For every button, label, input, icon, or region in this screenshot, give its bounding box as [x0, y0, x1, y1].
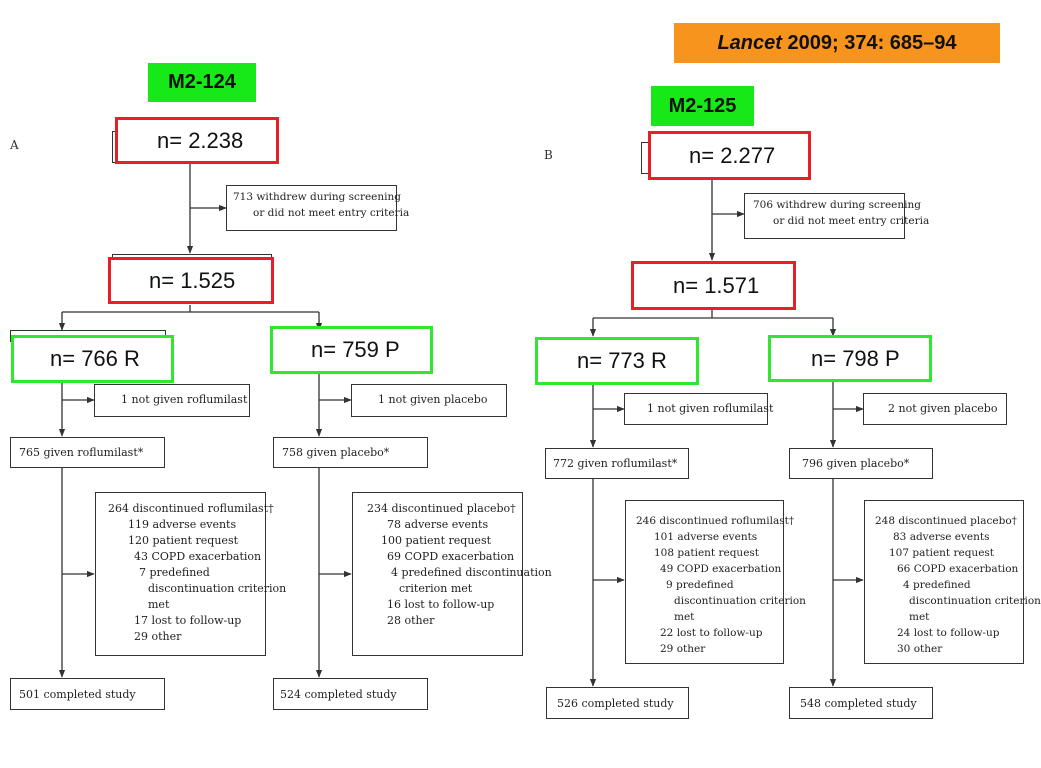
withdrew-line: 713 withdrew during screening — [233, 191, 401, 203]
given-roflumilast-box-a — [10, 437, 165, 468]
disc-line: 49 COPD exacerbation — [660, 563, 782, 575]
completed-placebo-box-a — [273, 678, 428, 710]
citation-journal: Lancet — [717, 31, 782, 54]
completed-roflumilast-text-b: 526 completed study — [557, 697, 674, 710]
disc-line: 119 adverse events — [128, 518, 237, 531]
enrolled-count-b: n= 2.277 — [689, 143, 776, 168]
given-placebo-text-b: 796 given placebo* — [802, 457, 910, 470]
disc-line: 264 discontinued roflumilast† — [108, 502, 274, 515]
panel-a-letter: A — [10, 138, 19, 152]
disc-line: 4 predefined discontinuation — [391, 566, 552, 579]
withdrew-line: 706 withdrew during screening — [753, 199, 921, 211]
randomised-count-a: n= 1.525 — [149, 268, 236, 293]
disc-line: 246 discontinued roflumilast† — [636, 515, 795, 527]
completed-placebo-text-a: 524 completed study — [280, 688, 397, 701]
completed-roflumilast-box-b — [546, 687, 689, 719]
disc-line: discontinuation criterion — [148, 582, 287, 595]
given-roflumilast-text-a: 765 given roflumilast* — [19, 446, 144, 459]
study-label-a: M2-124 — [148, 63, 256, 102]
disc-line: 4 predefined — [903, 579, 971, 591]
arm-placebo-box-b — [768, 335, 932, 382]
not-given-placebo-text-a: 1 not given placebo — [378, 393, 488, 406]
not-given-roflumilast-text-b: 1 not given roflumilast — [647, 402, 774, 415]
randomised-count-b: n= 1.571 — [673, 273, 760, 298]
disc-line: met — [909, 611, 930, 623]
not-given-roflumilast-box-b — [624, 393, 774, 425]
study-label-b: M2-125 — [651, 86, 754, 126]
disc-line: 120 patient request — [128, 534, 239, 547]
completed-placebo-text-b: 548 completed study — [800, 697, 917, 710]
arm-placebo-count-a: n= 759 P — [311, 337, 400, 362]
completed-placebo-box-b — [789, 687, 933, 719]
disc-line: 29 other — [660, 643, 706, 655]
arm-placebo-box-a — [270, 326, 433, 374]
citation-details: 2009; 374: 685–94 — [781, 31, 957, 54]
discontinued-placebo-box-b — [864, 500, 1041, 664]
withdrew-box-a — [226, 185, 410, 231]
disc-line: 66 COPD exacerbation — [897, 563, 1019, 575]
disc-line: 83 adverse events — [893, 531, 990, 543]
not-given-roflumilast-box-a — [94, 384, 250, 417]
arm-placebo-count-b: n= 798 P — [811, 346, 900, 371]
disc-line: discontinuation criterion — [674, 595, 806, 607]
given-placebo-text-a: 758 given placebo* — [282, 446, 390, 459]
completed-roflumilast-text-a: 501 completed study — [19, 688, 136, 701]
disc-line: met — [674, 611, 695, 623]
given-placebo-box-b — [789, 448, 933, 479]
disc-line: 107 patient request — [889, 547, 995, 559]
disc-line: 234 discontinued placebo† — [367, 502, 516, 515]
arm-roflumilast-box-b — [535, 337, 699, 385]
withdrew-line: or did not meet entry criteria — [773, 215, 930, 227]
disc-line: 9 predefined — [666, 579, 734, 591]
disc-line: 22 lost to follow-up — [660, 627, 763, 639]
disc-line: met — [148, 598, 170, 611]
not-given-placebo-box-a — [351, 384, 507, 417]
not-given-placebo-box-b — [863, 393, 1007, 425]
not-given-placebo-text-b: 2 not given placebo — [888, 402, 998, 415]
discontinued-roflumilast-box-b — [625, 500, 806, 664]
arm-roflumilast-box-a — [11, 335, 174, 383]
given-roflumilast-text-b: 772 given roflumilast* — [553, 457, 678, 470]
panel-b-letter: B — [544, 148, 553, 162]
discontinued-placebo-box-a — [352, 492, 552, 656]
disc-line: 7 predefined — [139, 566, 210, 579]
given-roflumilast-box-b — [545, 448, 689, 479]
withdrew-line: or did not meet entry criteria — [253, 207, 410, 219]
disc-line: 101 adverse events — [654, 531, 758, 543]
disc-line: 43 COPD exacerbation — [134, 550, 262, 563]
disc-line: 16 lost to follow-up — [387, 598, 495, 611]
disc-line: 69 COPD exacerbation — [387, 550, 515, 563]
disc-line: discontinuation criterion — [909, 595, 1041, 607]
disc-line: 24 lost to follow-up — [897, 627, 1000, 639]
arm-roflumilast-count-a: n= 766 R — [50, 346, 140, 371]
enrolled-box-b — [648, 131, 811, 180]
disc-line: 100 patient request — [381, 534, 492, 547]
completed-roflumilast-box-a — [10, 678, 165, 710]
disc-line: 248 discontinued placebo† — [875, 515, 1017, 527]
enrolled-count-a: n= 2.238 — [157, 128, 244, 153]
given-placebo-box-a — [273, 437, 428, 468]
withdrew-box-b — [744, 193, 930, 239]
disc-line: 30 other — [897, 643, 943, 655]
disc-line: 28 other — [387, 614, 435, 627]
disc-line: 29 other — [134, 630, 182, 643]
randomised-box-b — [631, 261, 796, 310]
not-given-roflumilast-text-a: 1 not given roflumilast — [121, 393, 248, 406]
disc-line: 108 patient request — [654, 547, 760, 559]
citation-label — [674, 23, 1000, 63]
disc-line: criterion met — [399, 582, 473, 595]
discontinued-roflumilast-box-a — [95, 492, 287, 656]
disc-line: 17 lost to follow-up — [134, 614, 242, 627]
arm-roflumilast-count-b: n= 773 R — [577, 348, 667, 373]
enrolled-box-a — [115, 117, 279, 164]
disc-line: 78 adverse events — [387, 518, 489, 531]
randomised-box-a — [108, 257, 274, 304]
